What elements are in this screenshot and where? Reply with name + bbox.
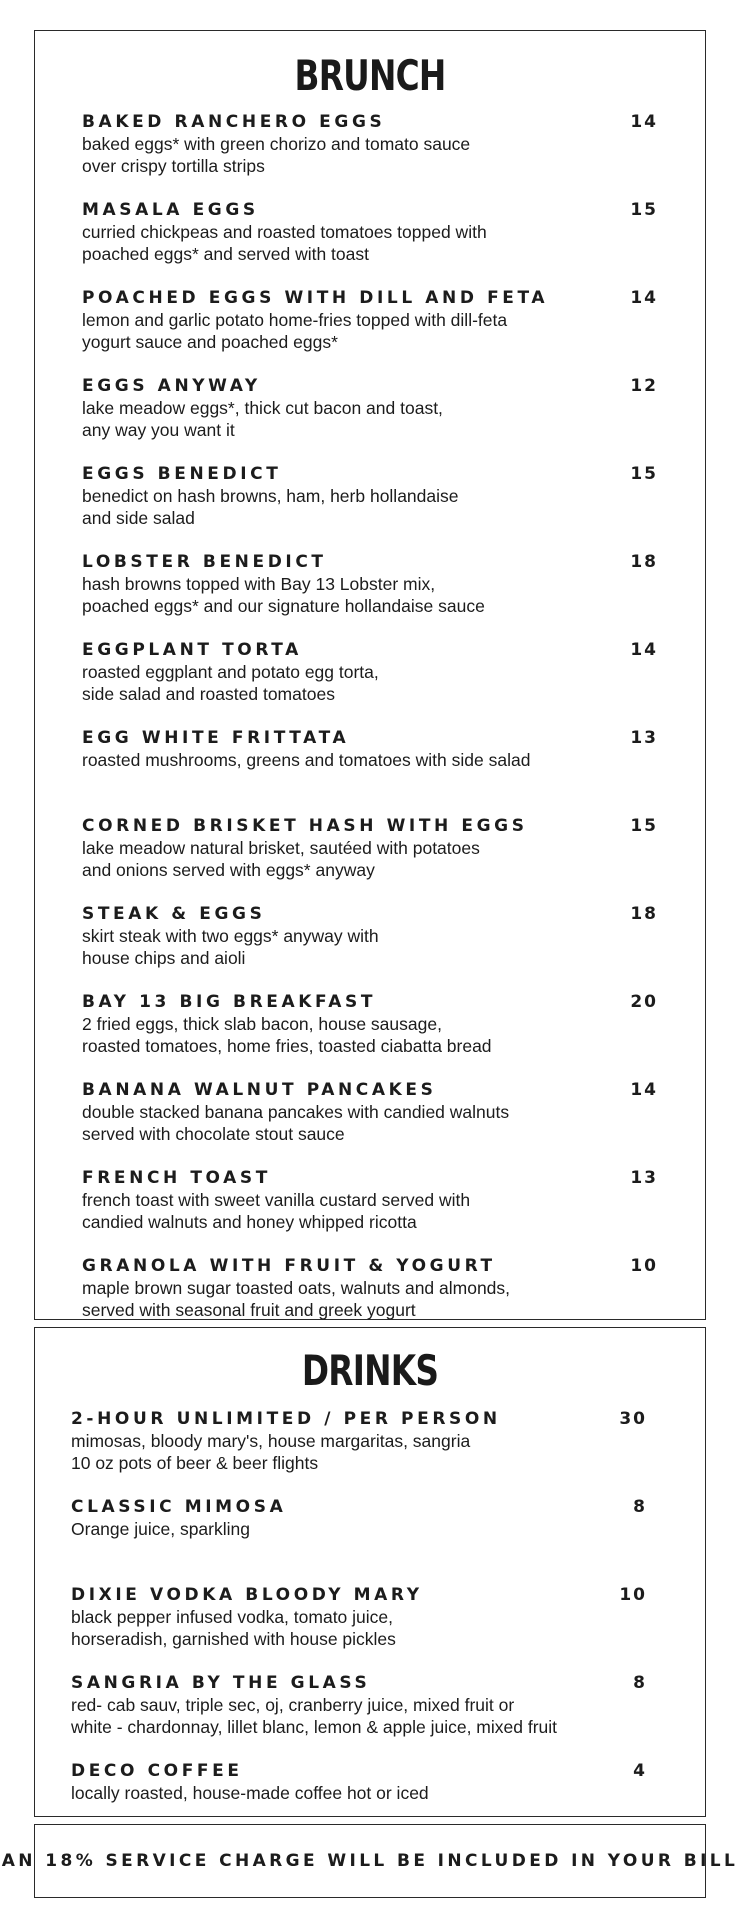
menu-item <box>71 1408 647 1496</box>
item-name: EGGS ANYWAY <box>82 376 261 396</box>
menu-item <box>82 111 658 199</box>
item-price: 8 <box>633 1673 647 1693</box>
item-price: 8 <box>633 1497 647 1517</box>
menu-item <box>82 991 658 1079</box>
item-description: hash browns topped with Bay 13 Lobster mix, poached eggs* and our signature hollandaise sauce <box>82 574 485 616</box>
menu-item <box>71 1672 647 1760</box>
item-name: CLASSIC MIMOSA <box>71 1497 287 1517</box>
item-name: GRANOLA WITH FRUIT & YOGURT <box>82 1256 496 1276</box>
item-description: Orange juice, sparkling <box>71 1519 250 1539</box>
item-price: 15 <box>630 816 658 836</box>
menu-item <box>82 1079 658 1167</box>
menu-item <box>82 199 658 287</box>
service-charge-box <box>1 1824 739 1898</box>
item-name: SANGRIA BY THE GLASS <box>71 1673 371 1693</box>
menu-item <box>82 727 658 815</box>
menu-item <box>71 1496 647 1584</box>
drinks-section <box>34 1327 706 1817</box>
brunch-title: BRUNCH <box>294 51 446 100</box>
brunch-section <box>34 30 706 1320</box>
item-description: red- cab sauv, triple sec, oj, cranberry juice, mixed fruit or white - chardonnay, lillet blanc, lemon & apple juice, mixed fruit <box>71 1695 558 1737</box>
item-description: 2 fried eggs, thick slab bacon, house sausage, roasted tomatoes, home fries, toasted ciabatta bread <box>82 1014 492 1056</box>
menu-item <box>82 463 658 551</box>
item-name: STEAK & EGGS <box>82 904 266 924</box>
item-price: 30 <box>619 1409 647 1429</box>
item-description: baked eggs* with green chorizo and tomato sauce over crispy tortilla strips <box>82 134 471 176</box>
item-price: 14 <box>630 1080 658 1100</box>
drinks-items <box>71 1408 647 1848</box>
item-price: 14 <box>630 288 658 308</box>
item-name: EGGPLANT TORTA <box>82 640 302 660</box>
menu-item <box>82 903 658 991</box>
item-name: EGGS BENEDICT <box>82 464 282 484</box>
item-name: EGG WHITE FRITTATA <box>82 728 350 748</box>
item-price: 13 <box>630 1168 658 1188</box>
item-price: 10 <box>630 1256 658 1276</box>
item-name: FRENCH TOAST <box>82 1168 271 1188</box>
menu-item <box>82 551 658 639</box>
menu-item <box>82 287 658 375</box>
item-name: CORNED BRISKET HASH WITH EGGS <box>82 816 528 836</box>
item-name: 2-HOUR UNLIMITED / PER PERSON <box>71 1409 501 1429</box>
item-description: black pepper infused vodka, tomato juice, horseradish, garnished with house pickles <box>71 1607 396 1649</box>
item-description: french toast with sweet vanilla custard served with candied walnuts and honey whipped ricotta <box>82 1190 471 1232</box>
item-description: roasted mushrooms, greens and tomatoes with side salad <box>82 750 531 770</box>
item-description: lemon and garlic potato home-fries topped with dill-feta yogurt sauce and poached eggs* <box>82 310 508 352</box>
item-name: BAY 13 BIG BREAKFAST <box>82 992 377 1012</box>
item-name: POACHED EGGS WITH DILL AND FETA <box>82 288 549 308</box>
item-price: 18 <box>630 552 658 572</box>
item-price: 15 <box>630 464 658 484</box>
item-name: DIXIE VODKA BLOODY MARY <box>71 1585 423 1605</box>
item-description: benedict on hash browns, ham, herb hollandaise and side salad <box>82 486 459 528</box>
item-price: 14 <box>630 112 658 132</box>
item-description: maple brown sugar toasted oats, walnuts and almonds, served with seasonal fruit and greek yogurt <box>82 1278 511 1320</box>
item-price: 10 <box>619 1585 647 1605</box>
menu-item <box>71 1584 647 1672</box>
item-description: lake meadow natural brisket, sautéed with potatoes and onions served with eggs* anyway <box>82 838 480 880</box>
drinks-title: DRINKS <box>301 1346 439 1395</box>
item-description: double stacked banana pancakes with candied walnuts served with chocolate stout sauce <box>82 1102 510 1144</box>
item-name: LOBSTER BENEDICT <box>82 552 327 572</box>
menu-item <box>82 1167 658 1255</box>
menu-item <box>82 815 658 903</box>
service-charge-note: AN 18% SERVICE CHARGE WILL BE INCLUDED IN YOUR BILL <box>1 1851 739 1871</box>
brunch-items <box>82 111 658 1343</box>
menu-item <box>82 375 658 463</box>
item-description: roasted eggplant and potato egg torta, side salad and roasted tomatoes <box>82 662 379 704</box>
item-description: skirt steak with two eggs* anyway with house chips and aioli <box>82 926 379 968</box>
item-name: BAKED RANCHERO EGGS <box>82 112 386 132</box>
item-description: curried chickpeas and roasted tomatoes topped with poached eggs* and served with toast <box>82 222 487 264</box>
item-price: 18 <box>630 904 658 924</box>
item-price: 14 <box>630 640 658 660</box>
item-price: 4 <box>633 1761 647 1781</box>
item-price: 12 <box>630 376 658 396</box>
item-description: lake meadow eggs*, thick cut bacon and toast, any way you want it <box>82 398 443 440</box>
item-name: MASALA EGGS <box>82 200 259 220</box>
item-description: mimosas, bloody mary's, house margaritas, sangria 10 oz pots of beer & beer flights <box>71 1431 471 1473</box>
item-price: 13 <box>630 728 658 748</box>
item-name: DECO COFFEE <box>71 1761 243 1781</box>
item-name: BANANA WALNUT PANCAKES <box>82 1080 437 1100</box>
item-price: 20 <box>630 992 658 1012</box>
menu-item <box>82 639 658 727</box>
item-description: locally roasted, house-made coffee hot or iced <box>71 1783 429 1803</box>
item-price: 15 <box>630 200 658 220</box>
